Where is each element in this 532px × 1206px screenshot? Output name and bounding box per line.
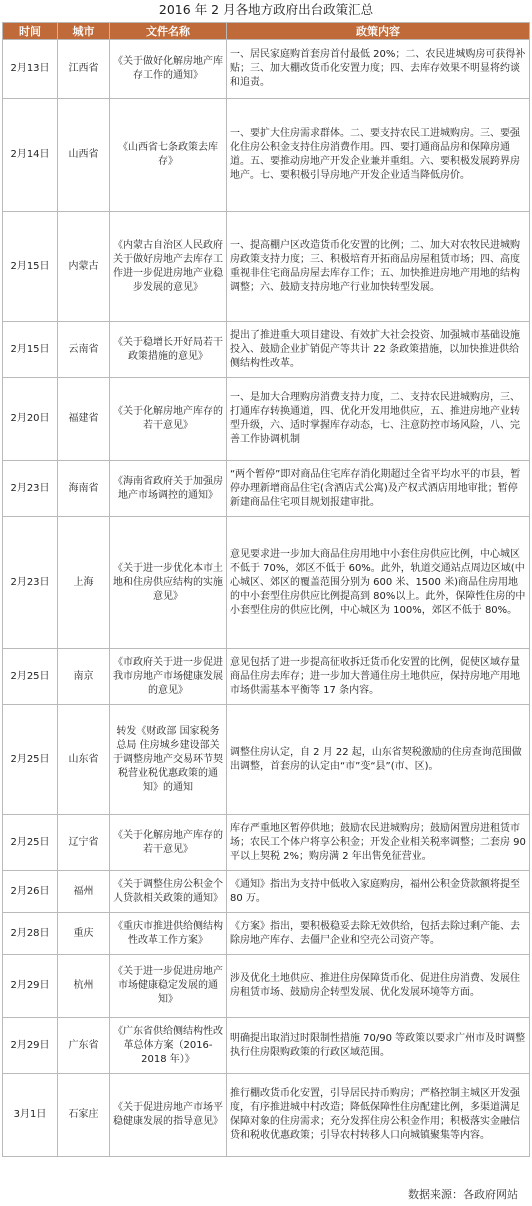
table-row	[3, 815, 530, 871]
row-document: 转发《财政部 国家税务总局 住房城乡建设部关于调整房地产交易环节契税营业税优惠政策的通知》的通知	[110, 705, 227, 815]
row-document: 《关于化解房地产库存的若干意见》	[110, 815, 227, 871]
row-document: 《重庆市推进供给侧结构性改革工作方案》	[110, 913, 227, 955]
table-row	[3, 1074, 530, 1157]
row-document: 《关于调整住房公积金个人贷款相关政策的通知》	[110, 871, 227, 913]
table-row	[3, 378, 530, 461]
row-date: 2月20日	[3, 378, 58, 461]
row-city: 福州	[58, 871, 110, 913]
row-city: 内蒙古	[58, 212, 110, 322]
row-content: 库存严重地区暂停供地；鼓励农民进城购房；鼓励闲置房进租赁市场；农民工个体户将享公积金；开发企业相关税率调整；二套房 90 平以上契税 2%；购房满 2 年出售免征营业。	[227, 815, 530, 871]
row-city: 广东省	[58, 1018, 110, 1074]
header-content: 政策内容	[227, 23, 530, 40]
row-document: 《广东省供给侧结构性改革总体方案（2016-2018 年）》	[110, 1018, 227, 1074]
policy-table	[2, 22, 530, 1157]
row-date: 2月23日	[3, 517, 58, 649]
row-date: 2月25日	[3, 705, 58, 815]
row-content: 一、要扩大住房需求群体。二、要支持农民工进城购房。三、要强化住房公积金支持住房消费作用。四、要打通商品房和保障房通道。五、要推动房地产开发企业兼并重组。六、要积极发展跨界房地产。七、要积极引导房地产开发企业适当降低房价。	[227, 99, 530, 212]
row-document: 《关于化解房地产库存的若干意见》	[110, 378, 227, 461]
table-row	[3, 705, 530, 815]
row-date: 2月29日	[3, 955, 58, 1018]
row-date: 2月28日	[3, 913, 58, 955]
row-city: 山东省	[58, 705, 110, 815]
row-content: 意见要求进一步加大商品住房用地中小套住房供应比例，中心城区不低于 70%，郊区不低于 60%。此外，轨道交通站点周边区域(中心城区、郊区的覆盖范围分别为 600 米、1500 米)商品住房用地的中小套型住房供应比例提高到 80%以上。此外，保障性住房的中小套型住房的供应比例，中心城区为 100%，郊区不低于 80%。	[227, 517, 530, 649]
row-document: 《关于进一步优化本市土地和住房供应结构的实施意见》	[110, 517, 227, 649]
row-date: 2月14日	[3, 99, 58, 212]
row-document: 《关于进一步促进房地产市场健康稳定发展的通知》	[110, 955, 227, 1018]
row-city: 南京	[58, 649, 110, 705]
table-header-row	[3, 23, 530, 40]
row-content: 《通知》指出为支持中低收入家庭购房，福州公积金贷款额将提至 80 万。	[227, 871, 530, 913]
row-content: 一、提高棚户区改造货币化安置的比例；二、加大对农牧民进城购房政策支持力度；三、积极培育开拓商品房屋租赁市场；四、高度重视非住宅商品房屋去库存工作；五、加快推进房地产用地的结构调整；六、鼓励支持房地产行业加快转型发展。	[227, 212, 530, 322]
table-row	[3, 212, 530, 322]
table-row	[3, 1018, 530, 1074]
table-row	[3, 649, 530, 705]
row-content: “两个暂停”即对商品住宅库存消化期超过全省平均水平的市县，暂停办理新增商品住宅(含酒店式公寓)及产权式酒店用地审批；暂停新建商品住宅项目规划报建审批。	[227, 461, 530, 517]
header-city: 城市	[58, 23, 110, 40]
row-content: 提出了推进重大项目建设、有效扩大社会投资、加强城市基础设施投入、鼓励企业扩销促产等共计 22 条政策措施，以加快推进供给侧结构性改革。	[227, 322, 530, 378]
row-document: 《关于稳增长开好局若干政策措施的意见》	[110, 322, 227, 378]
table-row	[3, 871, 530, 913]
row-content: 调整住房认定，自 2 月 22 起，山东省契税激励的住房查询范围做出调整，首套房的认定由“市”变“县”(市、区)。	[227, 705, 530, 815]
table-row	[3, 955, 530, 1018]
table-row	[3, 913, 530, 955]
row-date: 2月26日	[3, 871, 58, 913]
row-city: 重庆	[58, 913, 110, 955]
row-content: 一、是加大合理购房消费支持力度，二、支持农民进城购房，三、打通库存转换通道，四、优化开发用地供应，五、推进房地产业转型升级，六、适时掌握库存动态，七、注意防控市场风险，八、完善工作协调机制	[227, 378, 530, 461]
row-date: 2月25日	[3, 649, 58, 705]
row-content: 一、居民家庭购首套房首付最低 20%；二、农民进城购房可获得补贴；三、加大棚改货币化安置力度；四、去库存效果不明显将约谈和追责。	[227, 40, 530, 99]
table-title: 2016 年 2 月各地方政府出台政策汇总	[158, 2, 374, 17]
row-date: 2月25日	[3, 815, 58, 871]
row-document: 《市政府关于进一步促进我市房地产市场健康发展的意见》	[110, 649, 227, 705]
row-city: 石家庄	[58, 1074, 110, 1157]
row-content: 涉及优化土地供应、推进住房保障货币化、促进住房消费、发展住房租赁市场、鼓励房企转型发展、优化发展环境等方面。	[227, 955, 530, 1018]
table-row	[3, 517, 530, 649]
table-row	[3, 99, 530, 212]
row-date: 2月29日	[3, 1018, 58, 1074]
row-date: 2月15日	[3, 212, 58, 322]
row-document: 《关于做好化解房地产库存工作的通知》	[110, 40, 227, 99]
table-row	[3, 40, 530, 99]
row-content: 推行棚改货币化安置，引导居民持币购房；严格控制主城区开发强度，有序推进城中村改造；降低保障性住房配建比例，多渠道满足保障对象的住房需求；充分发挥住房公积金作用；积极落实金融信贷和税收优惠政策；引导农村转移人口向城镇聚集等内容。	[227, 1074, 530, 1157]
row-content: 明确提出取消过时限制性措施 70/90 等政策以要求广州市及时调整执行住房限购政策的行政区域范围。	[227, 1018, 530, 1074]
row-city: 上海	[58, 517, 110, 649]
row-document: 《海南省政府关于加强房地产市场调控的通知》	[110, 461, 227, 517]
row-content: 意见包括了进一步提高征收拆迁货币化安置的比例，促使区域存量商品住房去库存；进一步加大普通住房土地供应，保持房地产用地市场供需基本平衡等 17 条内容。	[227, 649, 530, 705]
row-document: 《内蒙古自治区人民政府关于做好房地产去库存工作进一步促进房地产业稳步发展的意见》	[110, 212, 227, 322]
table-row	[3, 461, 530, 517]
row-city: 杭州	[58, 955, 110, 1018]
row-document: 《关于促进房地产市场平稳健康发展的指导意见》	[110, 1074, 227, 1157]
header-date: 时间	[3, 23, 58, 40]
row-city: 辽宁省	[58, 815, 110, 871]
header-document: 文件名称	[110, 23, 227, 40]
data-source: 数据来源：各政府网站	[408, 1188, 518, 1201]
row-city: 山西省	[58, 99, 110, 212]
table-row	[3, 322, 530, 378]
row-city: 福建省	[58, 378, 110, 461]
row-date: 2月13日	[3, 40, 58, 99]
row-date: 3月1日	[3, 1074, 58, 1157]
row-content: 《方案》指出，要积极稳妥去除无效供给，包括去除过剩产能、去除房地产库存、去僵尸企业和空壳公司资产等。	[227, 913, 530, 955]
row-city: 海南省	[58, 461, 110, 517]
row-city: 江西省	[58, 40, 110, 99]
row-date: 2月23日	[3, 461, 58, 517]
row-date: 2月15日	[3, 322, 58, 378]
row-document: 《山西省七条政策去库存》	[110, 99, 227, 212]
row-city: 云南省	[58, 322, 110, 378]
